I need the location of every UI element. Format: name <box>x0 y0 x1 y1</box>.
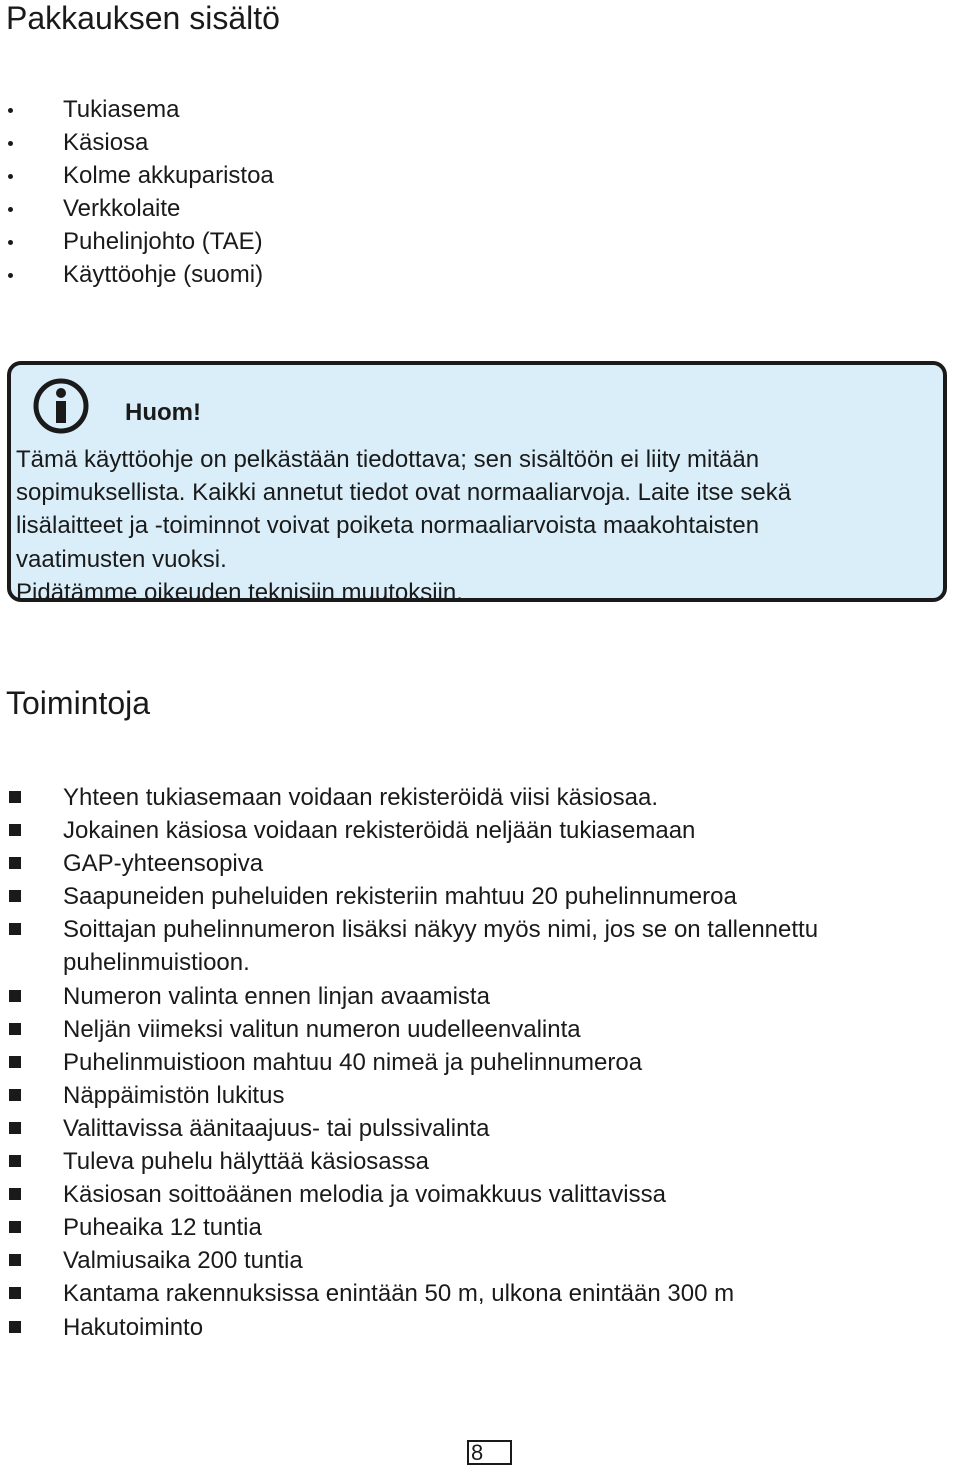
list-item: Puheaika 12 tuntia <box>0 1211 950 1244</box>
list-item: Saapuneiden puheluiden rekisteriin mahtuu 20 puhelinnumeroa <box>0 880 950 913</box>
list-item: Tukiasema <box>0 93 950 126</box>
list-item: Näppäimistön lukitus <box>0 1079 950 1112</box>
list-item: Puhelinjohto (TAE) <box>0 225 950 258</box>
page-number: 8 <box>467 1440 512 1465</box>
note-heading: Huom! <box>125 399 201 426</box>
note-line: vaatimusten vuoksi. <box>16 545 227 573</box>
list-item: Valmiusaika 200 tuntia <box>0 1244 950 1277</box>
list-item: Yhteen tukiasemaan voidaan rekisteröidä viisi käsiosaa. <box>0 781 950 814</box>
contents-title: Pakkauksen sisältö <box>6 0 280 36</box>
list-item: Jokainen käsiosa voidaan rekisteröidä neljään tukiasemaan <box>0 814 950 847</box>
list-item: Neljän viimeksi valitun numeron uudelleenvalinta <box>0 1013 950 1046</box>
list-item: GAP-yhteensopiva <box>0 847 950 880</box>
list-item: Verkkolaite <box>0 192 950 225</box>
note-line: sopimuksellista. Kaikki annetut tiedot ovat normaaliarvoja. Laite itse sekä <box>16 479 792 507</box>
list-item: Tuleva puhelu hälyttää käsiosassa <box>0 1145 950 1178</box>
note-text <box>16 443 936 609</box>
list-item: Kolme akkuparistoa <box>0 159 950 192</box>
info-icon <box>32 377 90 435</box>
list-item: Käyttöohje (suomi) <box>0 258 950 291</box>
list-item: Puhelinmuistioon mahtuu 40 nimeä ja puhelinnumeroa <box>0 1046 950 1079</box>
list-item: Hakutoiminto <box>0 1311 950 1344</box>
list-item: Numeron valinta ennen linjan avaamista <box>0 980 950 1013</box>
contents-list <box>0 93 950 292</box>
list-item: Kantama rakennuksissa enintään 50 m, ulkona enintään 300 m <box>0 1277 950 1310</box>
features-title: Toimintoja <box>6 685 151 721</box>
note-line: Tämä käyttöohje on pelkästään tiedottava; sen sisältöön ei liity mitään <box>16 446 760 473</box>
features-list <box>0 781 950 1344</box>
note-box <box>7 361 947 606</box>
list-item: Soittajan puhelinnumeron lisäksi näkyy myös nimi, jos se on tallennettu puhelinmuistioon. <box>0 913 950 979</box>
note-line: Pidätämme oikeuden teknisiin muutoksiin. <box>16 578 463 606</box>
note-line: lisälaitteet ja -toiminnot voivat poiketa normaaliarvoista maakohtaisten <box>16 512 760 540</box>
list-item: Valittavissa äänitaajuus- tai pulssivalinta <box>0 1112 950 1145</box>
list-item: Käsiosa <box>0 126 950 159</box>
list-item: Käsiosan soittoäänen melodia ja voimakkuus valittavissa <box>0 1178 950 1211</box>
